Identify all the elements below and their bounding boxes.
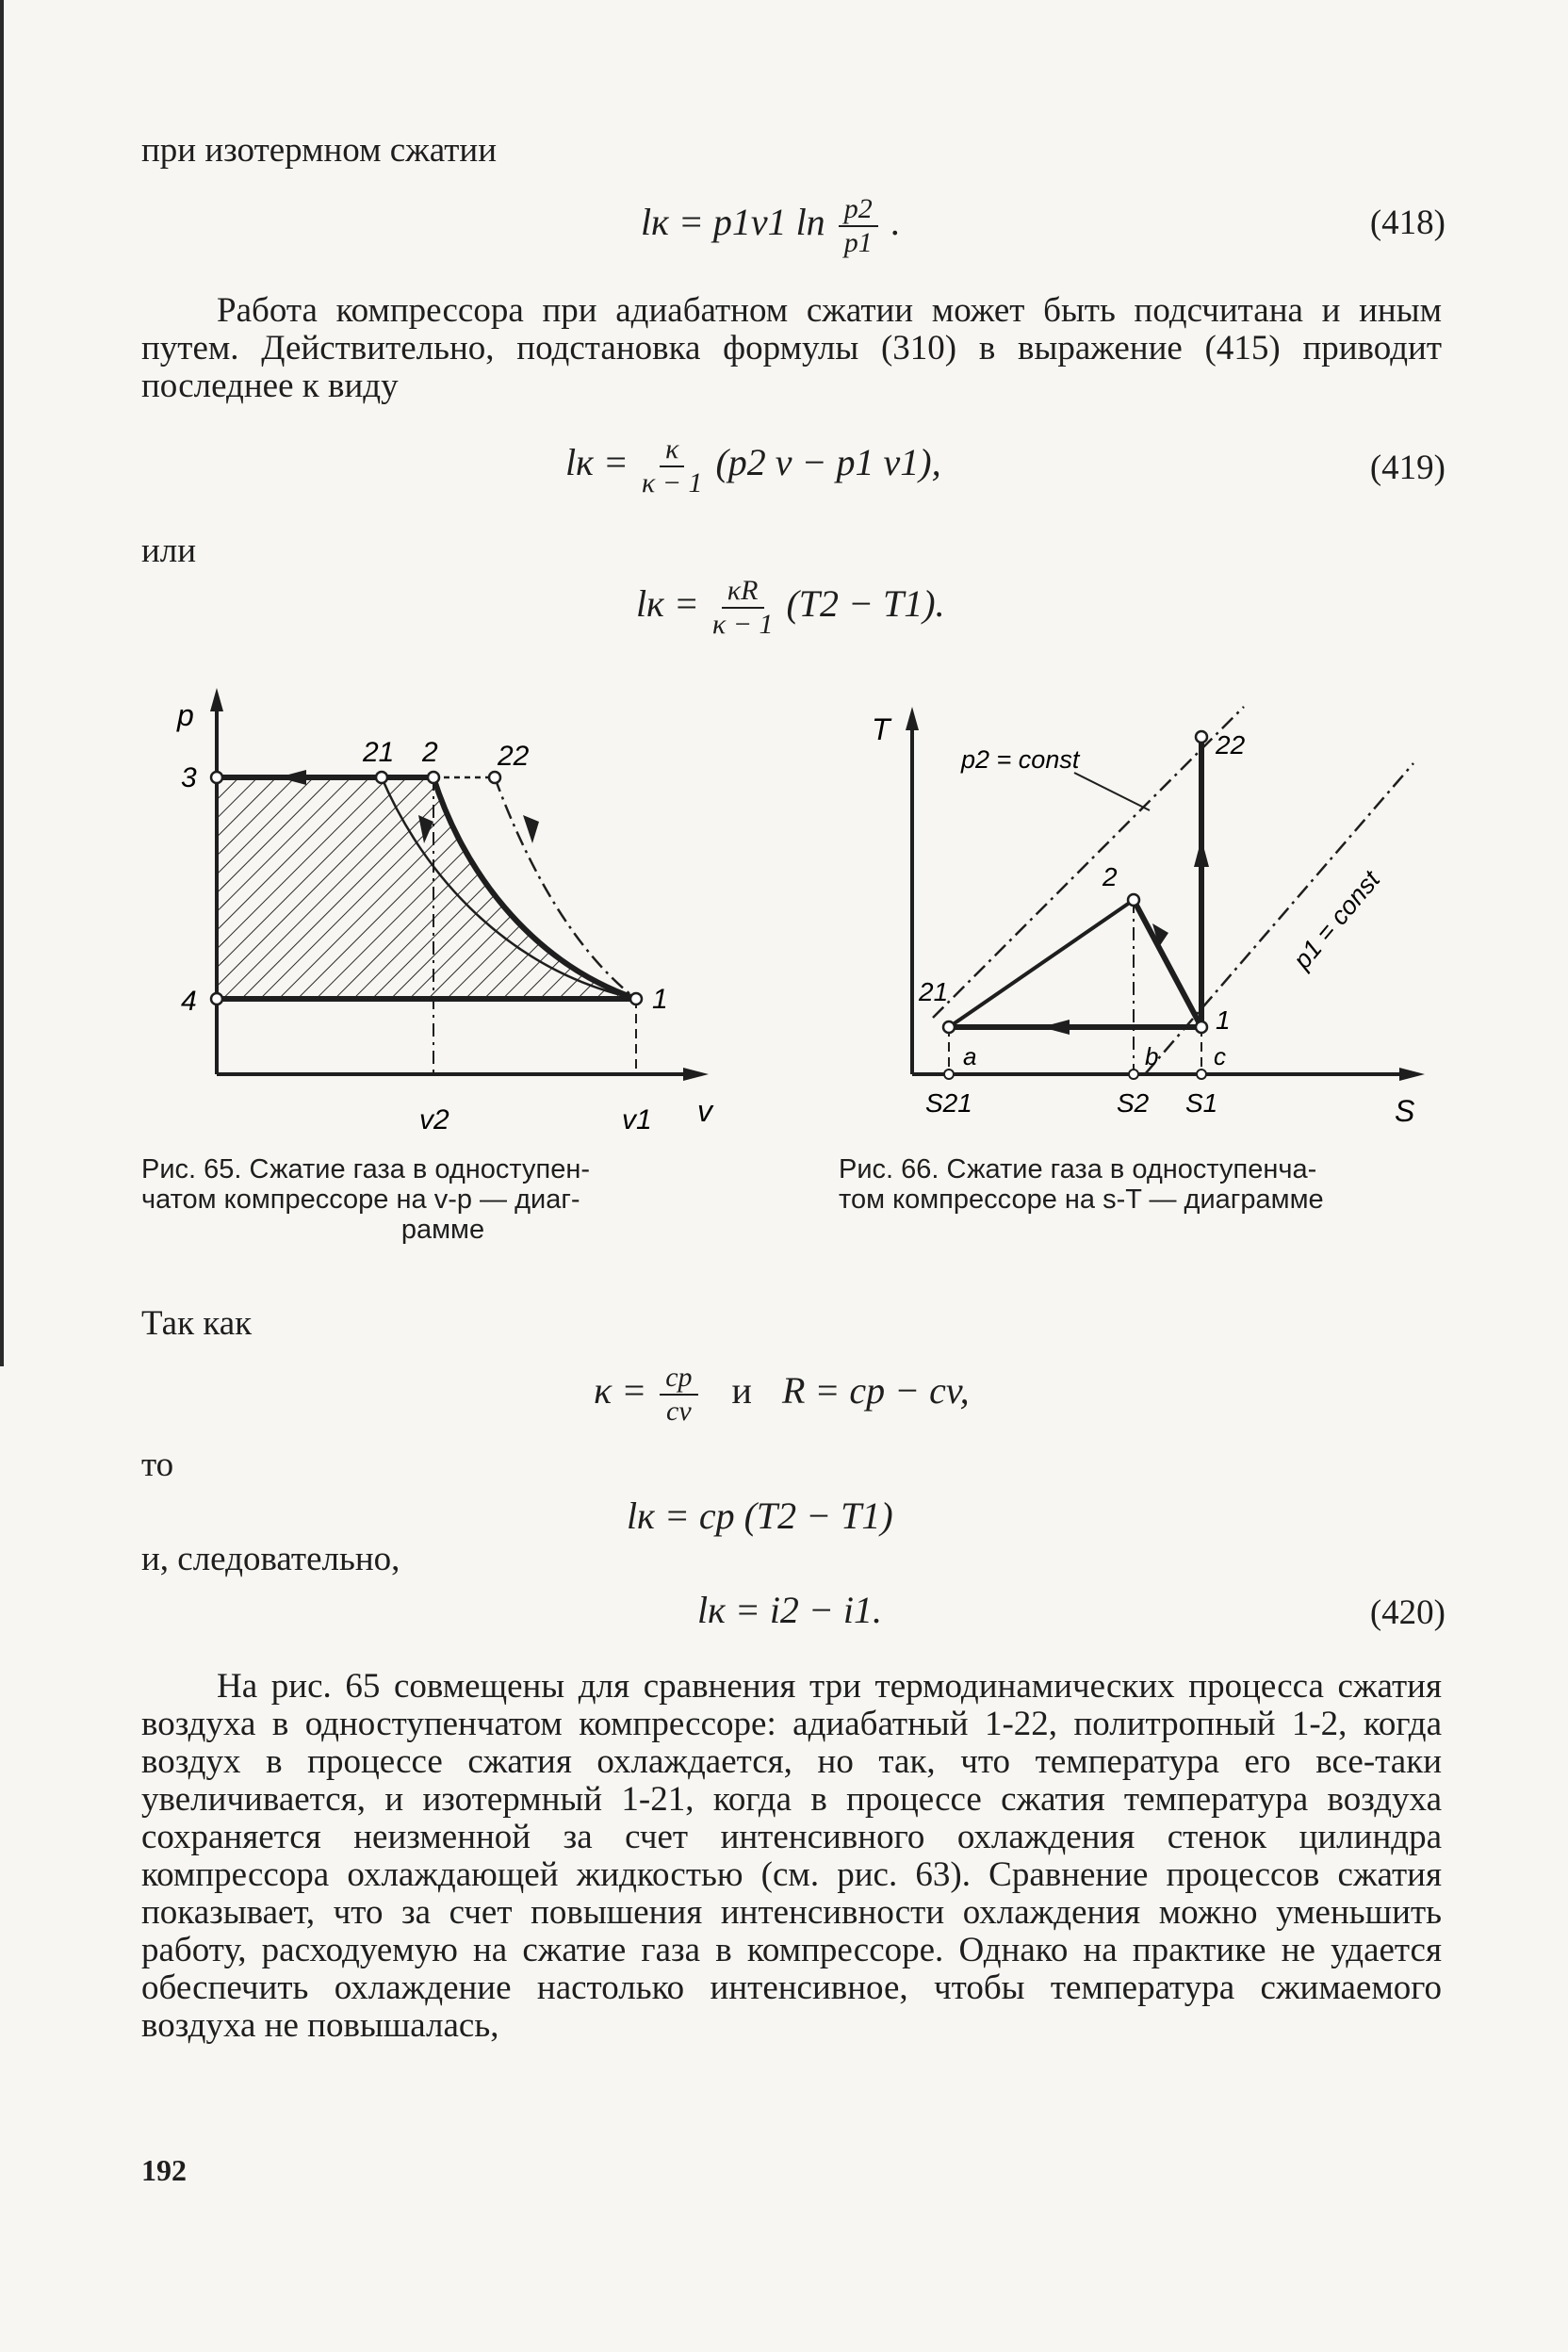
v2-label: v2 [419,1104,449,1135]
eq419-numerator: κ [660,433,684,467]
fig65-caption-line3: рамме [400,1215,485,1245]
kappa-conjunction: и [731,1369,752,1413]
to-word: то [141,1446,174,1484]
figure-65-caption [141,1154,744,1245]
point-2 [428,772,439,783]
and-hence: и, следовательно, [141,1540,400,1578]
T-axis-arrow [906,707,919,730]
eq419-denominator: κ − 1 [641,467,703,498]
point-1-label: 1 [652,984,668,1015]
equation-420: lк = i2 − i1. [697,1589,883,1631]
figure-66-caption [839,1154,1442,1215]
equation-kappa [594,1362,970,1428]
point-2-label: 2 [422,737,438,768]
v-axis-arrow [683,1068,709,1081]
paragraph-2: На рис. 65 совмещены для сравнения три термодинамических процесса сжатия воздуха в одноступенчатом компрессоре: адиабатный 1-22, политропный 1-2, когда воздух в процессе сжатия охлаждается, но так, что температура его все-таки увеличивается, и изотермный 1-21, когда в процессе сжатия температура воздуха сохраняется неизменной за счет интенсивного охлаждения стенок цилиндра компрессора охлаждающей жидкостью (см. рис. 63). Сравнение процессов сжатия показывает, что за счет повышения интенсивности охлаждения можно уменьшить работу, расходуемую на сжатие газа в компрессоре. Однако на практике не удается обеспечить охлаждение настолько интенсивное, чтобы температура сжимаемого воздуха не повышалась, [141,1667,1442,2045]
point-21-label: 21 [919,977,949,1006]
fig65-caption-label: Рис. 65. [141,1154,242,1184]
paragraph-1: Работа компрессора при адиабатном сжатии может быть подсчитана и иным путем. Действительно, подстановка формулы (310) в выражение (415) приводит последнее к виду [141,291,1442,405]
point-4 [211,993,222,1004]
kappa-numerator: cp [660,1362,697,1396]
point-c [1197,1070,1206,1079]
point-3-label: 3 [181,762,197,793]
point-22-label: 22 [1216,730,1246,760]
fig66-caption-line1: Сжатие газа в одноступенча- [946,1154,1317,1184]
tak-kak: Так как [141,1304,253,1343]
point-22-label: 22 [498,741,530,772]
point-b [1129,1070,1138,1079]
fig65-caption-line1: Сжатие газа в одноступен- [249,1154,591,1184]
point-2 [1128,894,1139,906]
eq418-numerator: p2 [839,193,878,227]
point-3 [211,772,222,783]
eq420-number: (420) [1369,1593,1446,1632]
p1-const-label: p1 = const [1287,865,1386,974]
line-21-2 [949,900,1134,1027]
equation-419b [636,575,945,641]
eq418-tail: . [890,201,901,244]
eq418-denominator: p1 [843,227,873,258]
s2-label: S2 [1117,1088,1150,1118]
eq418-lhs: lк = p1v1 ln [641,201,825,244]
polytrope-1-2 [1134,900,1201,1027]
p2-leader-line [1074,773,1150,810]
point-21 [943,1021,955,1033]
isotherm-arrow [1041,1020,1070,1035]
eq419b-numerator: κR [722,575,764,609]
p-axis-arrow [210,688,223,711]
point-21 [376,772,387,783]
p-axis-label: p [177,698,194,732]
point-21-label: 21 [363,737,395,768]
eq419b-lhs: lк = [636,582,699,626]
kappa-lhs: κ = [594,1369,647,1413]
point-4-label: 4 [181,986,197,1017]
page-number: 192 [141,2153,187,2187]
S-axis-arrow [1399,1068,1425,1081]
equation-lk: lк = cp (T2 − T1) [627,1494,893,1537]
s21-label: S21 [925,1088,972,1118]
point-1-label: 1 [1216,1005,1231,1035]
scan-edge [0,0,4,1366]
eq419b-fraction [712,575,774,641]
equation-418 [641,193,901,259]
point-a-label: a [963,1042,977,1070]
fig66-caption-line2: том компрессоре на s-T — диаграмме [839,1184,1324,1215]
adiabat-arrow [1194,839,1209,867]
v-axis-label: v [697,1094,712,1128]
point-22 [489,772,500,783]
fig66-caption-label: Рис. 66. [839,1154,939,1184]
point-a [944,1070,954,1079]
kappa-fraction [660,1362,697,1428]
point-b-label: b [1145,1042,1159,1070]
eq419-lhs: lк = [565,441,629,484]
adiabatic-arrow [523,815,539,843]
point-2-label: 2 [1102,862,1118,891]
point-22 [1196,731,1207,743]
eq419b-denominator: κ − 1 [711,609,774,640]
point-1 [630,993,642,1004]
T-axis-label: T [872,712,890,746]
eq419-number: (419) [1369,449,1446,487]
or-word: или [141,531,197,570]
figure-66-st-diagram [829,697,1451,1140]
point-1 [1196,1021,1207,1033]
point-c-label: c [1214,1042,1226,1070]
intro-line: при изотермном сжатии [141,131,497,170]
eq419b-tail: (T2 − T1). [786,582,945,626]
fig65-caption-line2: чатом компрессоре на v-p — диаг- [141,1184,580,1215]
p2-const-label: p2 = const [961,745,1080,774]
equation-419 [565,433,941,499]
s1-label: S1 [1185,1088,1218,1118]
eq418-number: (418) [1369,204,1446,242]
eq419-tail: (p2 v − p1 v1), [715,441,941,484]
figure-65-vp-diagram [151,678,735,1150]
eq418-fraction [839,193,878,259]
eq419-fraction [642,433,703,499]
kappa-denominator: cv [666,1396,692,1427]
v1-label: v1 [622,1104,652,1135]
kappa-rhs: R = cp − cv, [781,1369,970,1413]
S-axis-label: S [1395,1094,1415,1128]
